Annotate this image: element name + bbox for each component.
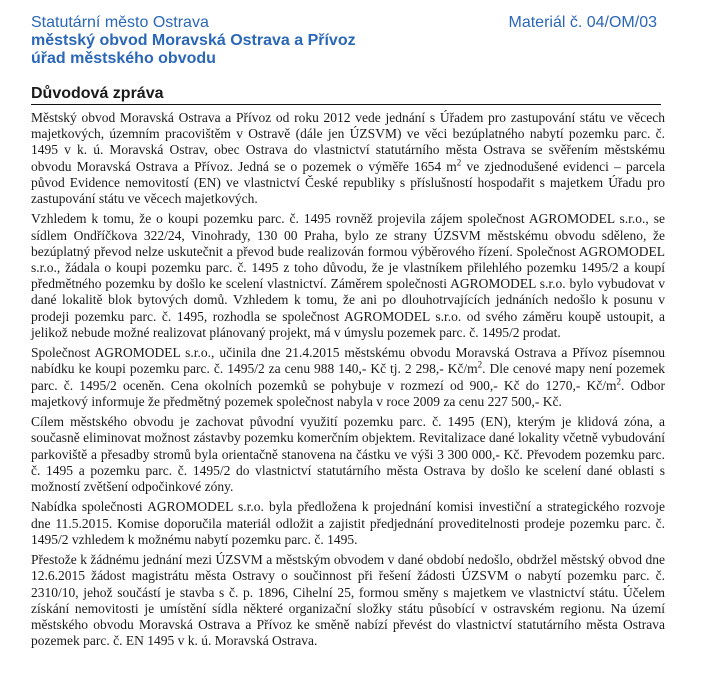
document-title: Důvodová zpráva	[31, 85, 164, 102]
material-number: Materiál č. 04/OM/03	[508, 14, 657, 31]
paragraph: Městský obvod Moravská Ostrava a Přívoz od roku 2012 vede jednání s Úřadem pro zastupování státu ve věcech majetkových, územním pracovištěm v Ostravě (dále jen ÚZSVM) ve věci bezúplatného nabytí pozemku parc. č. 1495 v k. ú. Moravská Ostrav, obec Ostrava do vlastnictví statutárního města Ostrava se svěřením městskému obvodu Moravská Ostrava a Přívoz. Jedná se o pozemek o výměře 1654 $m^2$ ve zjednodušené evidenci – parcela původ Evidence nemovitostí (EN) ve vlastnictví České republiky s příslušností hospodařit s majetkem Úřadu pro zastupování státu ve věcech majetkových.	[31, 110, 666, 207]
city-name: Statutární město Ostrava	[31, 14, 209, 31]
paragraph: Společnost AGROMODEL s.r.o., učinila dne 21.4.2015 městskému obvodu Moravská Ostrava a Přívoz písemnou nabídku ke koupi pozemku parc. č. 1495/2 za cenu 988 140,- Kč tj. 2 298,- $Kč/m^2$. Dle cenové mapy není pozemek parc. č. 1495/2 oceněn. Cena okolních pozemků se pohybuje v rozmezí od 900,- Kč do 1270,- $Kč/m^2$. Odbor majetkový informuje že předmětný pozemek společnost nabyla v roce 2009 za cenu 227 500,- Kč.	[31, 345, 665, 409]
office-name: úřad městského obvodu	[31, 50, 216, 67]
title-divider	[31, 104, 661, 105]
document-body	[31, 110, 665, 654]
letterhead	[31, 14, 671, 68]
paragraph: Cílem městského obvodu je zachovat původní využití pozemku parc. č. 1495 (EN), kterým je klidová zóna, a současně eliminovat možnost zástavby pozemku komerčním objektem. Revitalizace dané lokality včetně vybudování parkoviště a přesadby stromů byla orientačně stanovena na částku ve výši 3 300 000,- Kč. Převodem pozemku parc. č. 1495 a pozemku parc. č. 1495/2 do vlastnictví statutárního města Ostrava by došlo ke scelení dané oblasti s možností zvětšení odpočinkové zóny.	[31, 414, 665, 495]
paragraph: Přestože k žádnému jednání mezi ÚZSVM a městským obvodem v dané období nedošlo, obdržel městský obvod dne 12.6.2015 žádost magistrátu města Ostravy o součinnost při řešení žádosti ÚZSVM o nabytí pozemku parc. č. 2310/10, jehož součástí je stavba s č. p. 1896, Cihelní 25, formou směny s majetkem ve vlastnictví státu. Účelem získání nemovitosti je umístění sídla některé organizační složky státu působící v ostravském regionu. Na území městského obvodu Moravská Ostrava a Přívoz ke směně nabízí převést do vlastnictví statutárního města Ostrava pozemek parc. č. EN 1495 v k. ú. Moravská Ostrava.	[31, 552, 665, 649]
paragraph: Nabídka společnosti AGROMODEL s.r.o. byla předložena k projednání komisi investiční a strategického rozvoje dne 11.5.2015. Komise doporučila materiál odložit a zajistit předjednání proveditelnosti prodeje pozemku parc. č. 1495/2 vzhledem k možnému nabytí pozemku parc. č. 1495.	[31, 499, 665, 547]
paragraph: Vzhledem k tomu, že o koupi pozemku parc. č. 1495 rovněž projevila zájem společnost AGROMODEL s.r.o., se sídlem Ondříčkova 322/24, Vinohrady, 130 00 Praha, bylo ze strany ÚZSVM městskému obvodu sděleno, že bezúplatný převod nelze uskutečnit a převod bude realizován formou výběrového řízení. Společnost AGROMODEL s.r.o., žádala o koupi pozemku parc. č. 1495 z toho důvodu, že je vlastníkem přilehlého pozemku 1495/2 a koupí předmětného pozemku by došlo ke scelení vlastnictví. Záměrem společnosti AGROMODEL s.r.o. bylo vybudovat v dané lokalitě blok bytových domů. Vzhledem k tomu, že ani po dlouhotrvajících jednáních nedošlo k posunu v prodeji pozemku parc. č. 1495, rozhodla se společnost AGROMODEL s.r.o. od svého záměru koupě ustoupit, a jelikož nebude možné realizovat plánovaný projekt, má v úmyslu pozemek parc. č. 1495/2 prodat.	[31, 211, 665, 340]
district-name: městský obvod Moravská Ostrava a Přívoz	[31, 32, 356, 49]
